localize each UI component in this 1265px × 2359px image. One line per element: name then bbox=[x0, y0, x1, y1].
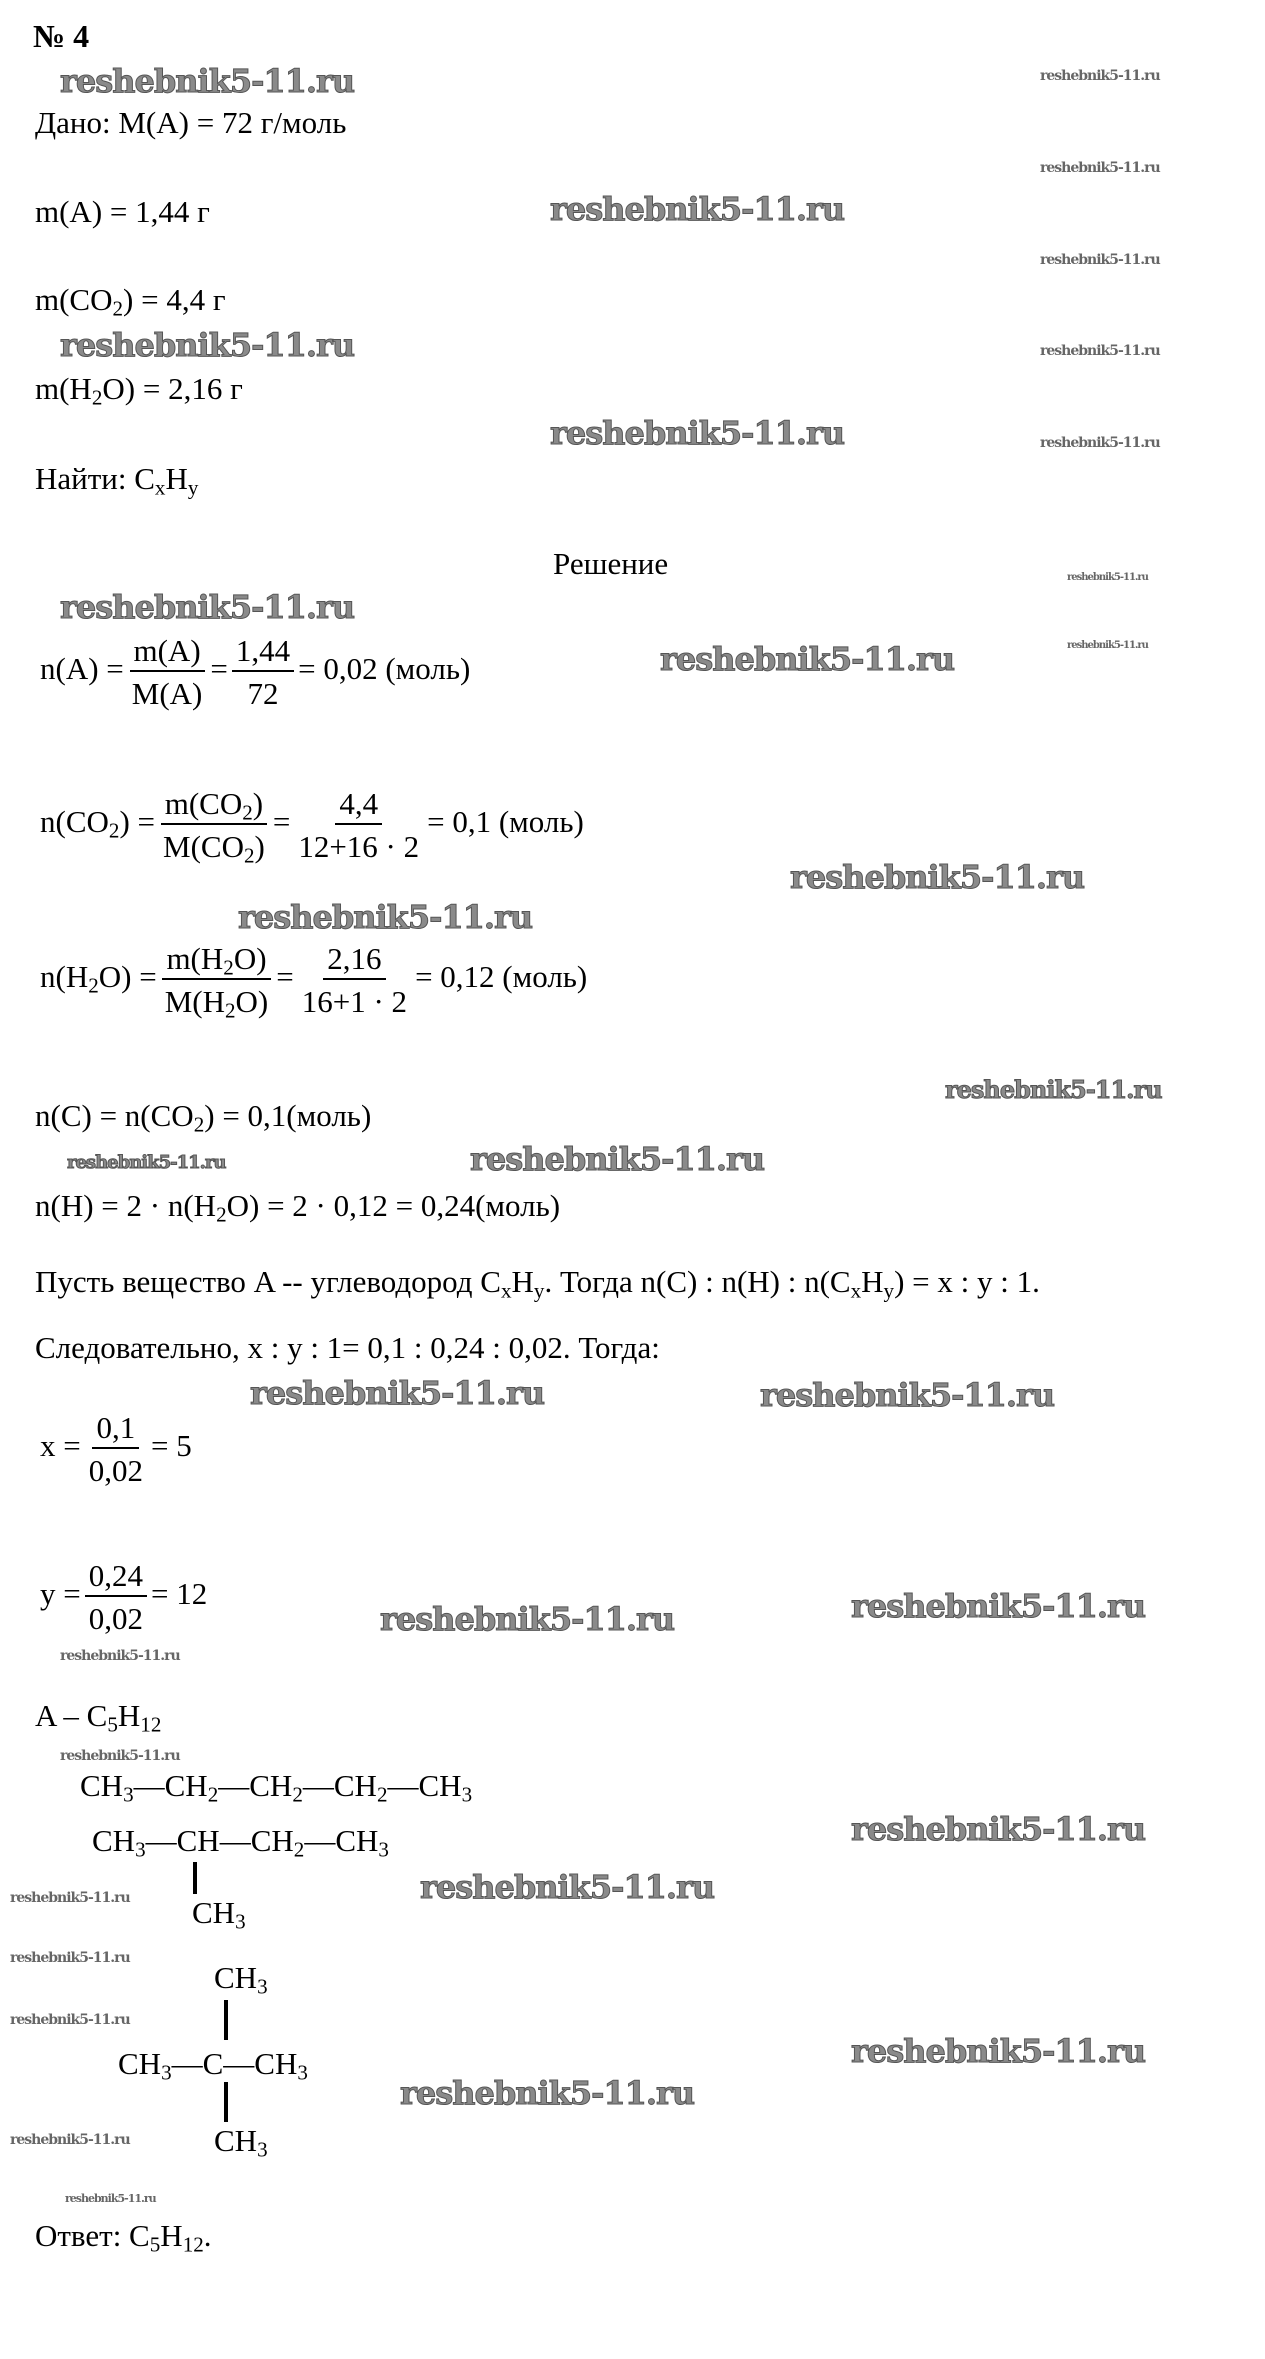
text-segment: Ответ: C bbox=[35, 2218, 150, 2253]
bond-line bbox=[224, 2000, 228, 2040]
numerator bbox=[161, 788, 267, 825]
subscript: 2 bbox=[225, 998, 236, 1023]
subscript: 2 bbox=[88, 973, 99, 998]
formula-x bbox=[40, 1412, 192, 1486]
fraction bbox=[159, 786, 269, 868]
text-segment: O) = bbox=[98, 959, 157, 995]
denominator bbox=[85, 1449, 147, 1486]
subscript: 2 bbox=[223, 955, 234, 980]
text-segment: CH bbox=[214, 2123, 258, 2158]
denominator bbox=[159, 825, 269, 868]
text-segment: n(C) = n(CO bbox=[35, 1098, 194, 1133]
structure-isopentane bbox=[92, 1823, 389, 1862]
text-segment: 16+1 · 2 bbox=[301, 984, 408, 1019]
numerator bbox=[85, 1560, 147, 1597]
subscript: 2 bbox=[112, 296, 124, 321]
text-segment: m(H bbox=[35, 371, 92, 406]
watermark: reshebnik5-11.ru bbox=[60, 588, 355, 626]
text-segment: 4,4 bbox=[339, 786, 379, 821]
subscript: 2 bbox=[242, 800, 253, 825]
text-segment: m(A) = 1,44 г bbox=[35, 194, 210, 229]
subscript: 3 bbox=[461, 1782, 473, 1807]
subscript: 2 bbox=[91, 385, 103, 410]
numerator bbox=[323, 943, 385, 980]
text-segment: H bbox=[160, 2218, 183, 2253]
watermark: reshebnik5-11.ru bbox=[65, 2192, 156, 2205]
text-segment: = 5 bbox=[150, 1428, 192, 1464]
watermark: reshebnik5-11.ru bbox=[250, 1374, 545, 1412]
given-molar-mass bbox=[35, 107, 346, 138]
text-segment: O) bbox=[235, 984, 269, 1019]
subscript: 2 bbox=[292, 1782, 303, 1807]
text-segment: = bbox=[276, 959, 294, 995]
text-segment: 72 bbox=[247, 676, 279, 711]
text-segment: H bbox=[165, 461, 188, 496]
fraction bbox=[128, 635, 207, 709]
watermark: reshebnik5-11.ru bbox=[1067, 640, 1148, 651]
subscript: 2 bbox=[108, 818, 120, 843]
formula-n-a bbox=[40, 635, 470, 709]
text-segment: 0,02 bbox=[88, 1453, 143, 1488]
fraction bbox=[294, 788, 423, 862]
watermark: reshebnik5-11.ru bbox=[470, 1140, 765, 1178]
subscript: 5 bbox=[149, 2232, 161, 2257]
text-segment: 0,24 bbox=[88, 1558, 143, 1593]
watermark: reshebnik5-11.ru bbox=[550, 414, 845, 452]
numerator bbox=[232, 635, 294, 672]
text-segment: x = bbox=[40, 1428, 81, 1464]
text-segment: Дано: M(A) = 72 г/моль bbox=[35, 105, 347, 140]
given-mass-co2 bbox=[35, 282, 226, 321]
watermark: reshebnik5-11.ru bbox=[760, 1376, 1055, 1414]
subscript: 2 bbox=[376, 1782, 388, 1807]
subscript: 3 bbox=[235, 1909, 246, 1934]
formula-y bbox=[40, 1560, 207, 1634]
subscript: 3 bbox=[135, 1837, 146, 1862]
formula-n-h2o bbox=[40, 941, 588, 1023]
text-segment: —CH bbox=[133, 1768, 208, 1803]
subscript: 2 bbox=[207, 1782, 219, 1807]
formula-n-co2 bbox=[40, 786, 584, 868]
text-segment: ) bbox=[254, 829, 265, 864]
text-segment: n(A) = bbox=[40, 651, 124, 687]
text-segment: H bbox=[511, 1264, 534, 1299]
text-segment: H bbox=[861, 1264, 884, 1299]
watermark: reshebnik5-11.ru bbox=[67, 1152, 226, 1173]
text-segment: 0,02 bbox=[88, 1601, 143, 1636]
text-segment: = bbox=[272, 804, 291, 840]
watermark: reshebnik5-11.ru bbox=[60, 1748, 180, 1764]
text-segment: ) = bbox=[119, 804, 155, 840]
text-segment: ) = 4,4 г bbox=[123, 282, 226, 317]
text-segment: m(CO bbox=[164, 786, 243, 821]
text-segment: = 0,1 (моль) bbox=[427, 804, 584, 840]
subscript: 3 bbox=[257, 2137, 268, 2162]
text-segment: Следовательно, x : y : 1= 0,1 : 0,24 : 0,02. Тогда: bbox=[35, 1330, 660, 1365]
text-segment: m(H bbox=[166, 941, 224, 976]
subscript: 12 bbox=[182, 2232, 204, 2257]
numerator bbox=[92, 1412, 139, 1449]
watermark: reshebnik5-11.ru bbox=[1040, 435, 1160, 451]
subscript: x bbox=[500, 1278, 512, 1303]
text-segment: 12+16 · 2 bbox=[298, 829, 420, 864]
subscript: 3 bbox=[257, 1974, 268, 1999]
text-segment: O) = 2 · 0,12 = 0,24(моль) bbox=[226, 1188, 561, 1223]
text-segment: ) = 0,1(моль) bbox=[204, 1098, 372, 1133]
watermark: reshebnik5-11.ru bbox=[1040, 160, 1160, 176]
subscript: x bbox=[154, 475, 166, 500]
subscript: 3 bbox=[378, 1837, 389, 1862]
structure-pentane bbox=[80, 1768, 473, 1807]
text-segment: O) = 2,16 г bbox=[102, 371, 243, 406]
text-segment: CH bbox=[80, 1768, 124, 1803]
text-segment: O) bbox=[233, 941, 267, 976]
text-segment: Пусть вещество A -- углеводород C bbox=[35, 1264, 501, 1299]
given-mass-h2o bbox=[35, 371, 243, 410]
text-segment: —CH bbox=[304, 1823, 379, 1858]
fraction bbox=[85, 1560, 147, 1634]
bond-line bbox=[193, 1862, 197, 1894]
watermark: reshebnik5-11.ru bbox=[1040, 252, 1160, 268]
watermark: reshebnik5-11.ru bbox=[790, 858, 1085, 896]
watermark: reshebnik5-11.ru bbox=[851, 1587, 1146, 1625]
formula-n-h bbox=[35, 1188, 561, 1227]
subscript: y bbox=[883, 1278, 895, 1303]
subscript: y bbox=[187, 475, 199, 500]
structure-neopentane-top bbox=[214, 1960, 268, 1999]
text-segment: 2,16 bbox=[327, 941, 382, 976]
text-segment: —CH—CH bbox=[145, 1823, 294, 1858]
watermark: reshebnik5-11.ru bbox=[660, 640, 955, 678]
watermark: reshebnik5-11.ru bbox=[60, 62, 355, 100]
text-segment: = 0,02 (моль) bbox=[298, 651, 471, 687]
given-mass-a bbox=[35, 196, 210, 227]
watermark: reshebnik5-11.ru bbox=[10, 2132, 130, 2148]
find-formula bbox=[35, 461, 199, 500]
hence-statement bbox=[35, 1332, 660, 1363]
text-segment: = bbox=[210, 651, 228, 687]
text-segment: n(H bbox=[40, 959, 89, 995]
subscript: 2 bbox=[243, 843, 255, 868]
watermark: reshebnik5-11.ru bbox=[60, 1648, 180, 1664]
text-segment: CH bbox=[192, 1895, 236, 1930]
text-segment: n(H) = 2 · n(H bbox=[35, 1188, 217, 1223]
watermark: reshebnik5-11.ru bbox=[10, 2012, 130, 2028]
subscript: 3 bbox=[161, 2060, 172, 2085]
watermark: reshebnik5-11.ru bbox=[550, 190, 845, 228]
text-segment: ) bbox=[252, 786, 264, 821]
text-segment: 1,44 bbox=[235, 633, 291, 668]
denominator bbox=[85, 1597, 147, 1634]
numerator bbox=[130, 635, 205, 672]
watermark: reshebnik5-11.ru bbox=[1067, 572, 1148, 583]
watermark: reshebnik5-11.ru bbox=[1040, 68, 1160, 84]
subscript: 2 bbox=[216, 1202, 227, 1227]
denominator bbox=[294, 825, 423, 862]
text-segment: —C—CH bbox=[171, 2046, 298, 2081]
watermark: reshebnik5-11.ru bbox=[10, 1950, 130, 1966]
denominator bbox=[244, 672, 283, 709]
fraction bbox=[161, 941, 273, 1023]
numerator bbox=[162, 943, 270, 980]
text-segment: —CH bbox=[218, 1768, 293, 1803]
answer bbox=[35, 2218, 212, 2257]
structure-neopentane-main bbox=[118, 2046, 308, 2085]
text-segment: m(A) bbox=[133, 633, 201, 668]
structure-neopentane-bottom bbox=[214, 2123, 268, 2162]
structure-isopentane-branch bbox=[192, 1895, 246, 1934]
text-segment: —CH bbox=[302, 1768, 377, 1803]
subscript: x bbox=[850, 1278, 862, 1303]
text-segment: . Тогда n(C) : n(H) : n(C bbox=[544, 1264, 851, 1299]
text-segment: = 0,12 (моль) bbox=[415, 959, 588, 995]
text-segment: Найти: C bbox=[35, 461, 155, 496]
subscript: 2 bbox=[193, 1112, 205, 1137]
text-segment: m(CO bbox=[35, 282, 113, 317]
watermark: reshebnik5-11.ru bbox=[851, 2032, 1146, 2070]
text-segment: CH bbox=[92, 1823, 136, 1858]
watermark: reshebnik5-11.ru bbox=[60, 326, 355, 364]
text-segment: —CH bbox=[387, 1768, 462, 1803]
denominator bbox=[161, 980, 273, 1023]
subscript: 3 bbox=[297, 2060, 308, 2085]
formula-n-c bbox=[35, 1098, 372, 1137]
watermark: reshebnik5-11.ru bbox=[10, 1890, 130, 1906]
text-segment: A – C bbox=[35, 1698, 108, 1733]
watermark: reshebnik5-11.ru bbox=[851, 1810, 1146, 1848]
watermark: reshebnik5-11.ru bbox=[400, 2074, 695, 2112]
result-formula bbox=[35, 1698, 162, 1737]
watermark: reshebnik5-11.ru bbox=[945, 1075, 1162, 1104]
text-segment: CH bbox=[118, 2046, 162, 2081]
watermark: reshebnik5-11.ru bbox=[380, 1600, 675, 1638]
text-segment: 0,1 bbox=[96, 1410, 136, 1445]
subscript: 5 bbox=[107, 1712, 118, 1737]
text-segment: H bbox=[117, 1698, 141, 1733]
denominator bbox=[298, 980, 411, 1017]
text-segment: ) = x : y : 1. bbox=[894, 1264, 1040, 1299]
subscript: y bbox=[533, 1278, 545, 1303]
text-segment: M(CO bbox=[163, 829, 244, 864]
watermark: reshebnik5-11.ru bbox=[1040, 343, 1160, 359]
text-segment: . bbox=[203, 2218, 212, 2253]
fraction bbox=[298, 943, 411, 1017]
let-statement bbox=[35, 1264, 1040, 1303]
text-segment: M(A) bbox=[131, 676, 203, 711]
subscript: 2 bbox=[293, 1837, 305, 1862]
text-segment: M(H bbox=[164, 984, 225, 1019]
text-segment: n(CO bbox=[40, 804, 109, 840]
text-segment: = 12 bbox=[150, 1576, 208, 1612]
denominator bbox=[128, 672, 207, 709]
problem-number: № 4 bbox=[33, 18, 90, 54]
watermark: reshebnik5-11.ru bbox=[420, 1868, 715, 1906]
solution-heading: Решение bbox=[553, 546, 669, 581]
fraction bbox=[85, 1412, 147, 1486]
bond-line bbox=[224, 2082, 228, 2122]
watermark: reshebnik5-11.ru bbox=[238, 898, 533, 936]
subscript: 12 bbox=[140, 1712, 162, 1737]
subscript: 3 bbox=[123, 1782, 134, 1807]
fraction bbox=[232, 635, 294, 709]
text-segment: CH bbox=[214, 1960, 258, 1995]
text-segment: y = bbox=[40, 1576, 81, 1612]
numerator bbox=[335, 788, 382, 825]
